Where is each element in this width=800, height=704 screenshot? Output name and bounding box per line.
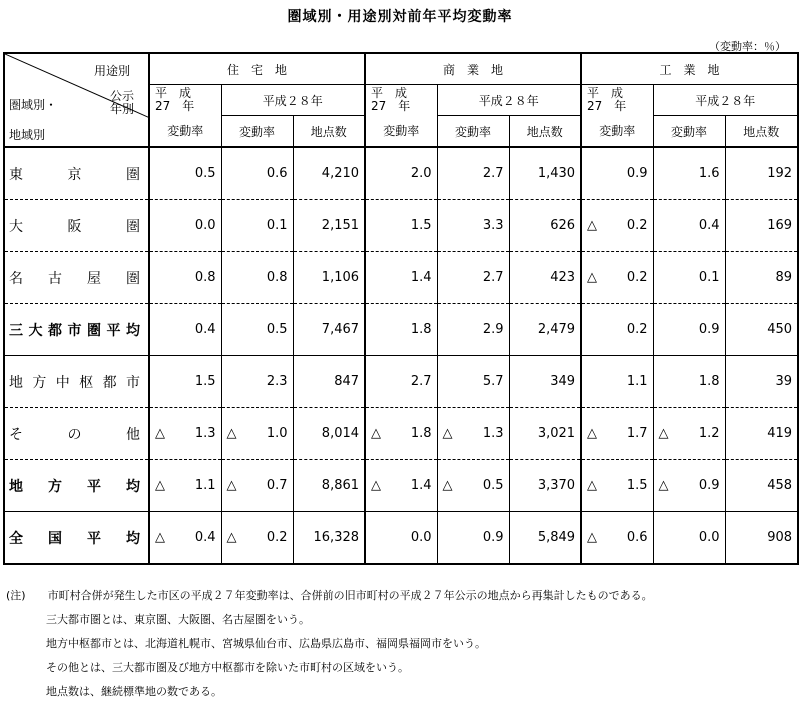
cell-i27 (581, 200, 653, 252)
decrease-mark: △ (226, 530, 237, 545)
table-row (4, 252, 798, 304)
cell-c27: 2.7 (365, 356, 437, 408)
row-name: 名 古 屋 圏 (4, 252, 149, 304)
area-label: 地域別 (9, 128, 46, 142)
row-name: そ の 他 (4, 408, 149, 460)
cell-value: 0.6 (626, 530, 648, 545)
cell-i28: 0.0 (653, 512, 725, 565)
cell-value: 1.8 (410, 426, 432, 441)
row-name: 三大都市圏平均 (4, 304, 149, 356)
cell-c28 (437, 408, 509, 460)
res-points-header: 地点数 (293, 116, 365, 148)
ind-points-header: 地点数 (725, 116, 798, 148)
cell-cp: 3,021 (509, 408, 581, 460)
cell-i27 (581, 512, 653, 565)
table-row (4, 460, 798, 512)
com-h28-header: 平成２８年 (437, 85, 581, 116)
cell-i28: 0.9 (653, 304, 725, 356)
header-diagonal-cell (4, 53, 149, 147)
cell-value: 1.4 (410, 478, 432, 493)
cell-rp: 7,467 (293, 304, 365, 356)
res-h27-line2: 27 年 (155, 99, 195, 114)
cell-rp: 16,328 (293, 512, 365, 565)
decrease-mark: △ (155, 530, 165, 545)
page-title: 圏域別・用途別対前年平均変動率 (287, 9, 513, 25)
cell-r27: 1.5 (149, 356, 221, 408)
cell-r28 (221, 512, 293, 565)
com-h27-line1: 平 成 (371, 86, 408, 101)
decrease-mark: △ (587, 218, 598, 233)
cell-i27: 1.1 (581, 356, 653, 408)
cell-i28: 1.8 (653, 356, 725, 408)
cell-ip: 192 (725, 147, 798, 200)
note-2: 三大都市圏とは、東京圏、大阪圏、名古屋圏をいう。 (46, 613, 310, 626)
unit-label: （変動率：％） (709, 40, 786, 53)
cell-value: 0.4 (194, 530, 216, 545)
cell-value: 0.2 (626, 270, 648, 285)
cell-rp: 847 (293, 356, 365, 408)
decrease-mark: △ (155, 478, 165, 493)
cell-i28: 1.6 (653, 147, 725, 200)
cell-cp: 626 (509, 200, 581, 252)
commercial-header: 商 業 地 (365, 53, 581, 85)
cell-i27 (581, 408, 653, 460)
cell-i28 (653, 460, 725, 512)
cell-i28 (653, 408, 725, 460)
note-1 (6, 584, 653, 608)
com-h27-line2: 27 年 (371, 99, 411, 114)
cell-cp: 2,479 (509, 304, 581, 356)
cell-r27 (149, 460, 221, 512)
com-h28-rate-header: 変動率 (437, 116, 509, 148)
cell-rp: 4,210 (293, 147, 365, 200)
decrease-mark: △ (658, 478, 669, 493)
res-h27-line1: 平 成 (155, 86, 192, 101)
cell-c27: 1.5 (365, 200, 437, 252)
cell-r28 (221, 408, 293, 460)
cell-i27 (581, 460, 653, 512)
decrease-mark: △ (587, 270, 598, 285)
cell-cp: 349 (509, 356, 581, 408)
cell-rp: 8,861 (293, 460, 365, 512)
ind-h28-header: 平成２８年 (653, 85, 798, 116)
cell-ip: 908 (725, 512, 798, 565)
cell-value: 0.7 (266, 478, 288, 493)
cell-c28: 3.3 (437, 200, 509, 252)
cell-c27 (365, 408, 437, 460)
note-5: 地点数は、継続標準地の数である。 (46, 685, 222, 698)
cell-value: 1.3 (194, 426, 216, 441)
cell-c28: 0.9 (437, 512, 509, 565)
cell-r28 (221, 460, 293, 512)
decrease-mark: △ (587, 478, 598, 493)
cell-cp: 1,430 (509, 147, 581, 200)
table-row (4, 304, 798, 356)
cell-value: 1.7 (626, 426, 648, 441)
industrial-header: 工 業 地 (581, 53, 798, 85)
decrease-mark: △ (587, 426, 598, 441)
row-name: 全 国 平 均 (4, 512, 149, 565)
table-row (4, 200, 798, 252)
cell-ip: 39 (725, 356, 798, 408)
ind-h27-rate-header: 変動率 (581, 116, 653, 148)
cell-ip: 89 (725, 252, 798, 304)
res-h28-rate-header: 変動率 (221, 116, 293, 148)
decrease-mark: △ (155, 426, 165, 441)
table-row (4, 147, 798, 200)
cell-value: 1.2 (698, 426, 720, 441)
decrease-mark: △ (226, 478, 237, 493)
cell-cp: 423 (509, 252, 581, 304)
cell-value: 1.5 (626, 478, 648, 493)
cell-i27: 0.9 (581, 147, 653, 200)
cell-rp: 1,106 (293, 252, 365, 304)
cell-r27: 0.4 (149, 304, 221, 356)
decrease-mark: △ (226, 426, 237, 441)
price-change-table (3, 52, 799, 565)
use-label: 用途別 (93, 64, 130, 78)
cell-r27 (149, 408, 221, 460)
table-row (4, 356, 798, 408)
cell-r27: 0.8 (149, 252, 221, 304)
year-label (110, 90, 134, 116)
cell-value: 0.2 (626, 218, 648, 233)
com-h27-header (365, 85, 437, 116)
cell-ip: 458 (725, 460, 798, 512)
cell-r27 (149, 512, 221, 565)
cell-c27: 2.0 (365, 147, 437, 200)
decrease-mark: △ (658, 426, 669, 441)
cell-cp: 3,370 (509, 460, 581, 512)
cell-c27: 1.4 (365, 252, 437, 304)
cell-c28: 2.7 (437, 147, 509, 200)
notes (6, 584, 653, 704)
note-prefix: (注) (6, 589, 26, 602)
cell-c28 (437, 460, 509, 512)
cell-c28: 2.9 (437, 304, 509, 356)
cell-rp: 8,014 (293, 408, 365, 460)
cell-r28: 0.5 (221, 304, 293, 356)
cell-i28: 0.1 (653, 252, 725, 304)
ind-h28-rate-header: 変動率 (653, 116, 725, 148)
table-body (4, 147, 798, 564)
cell-c28: 2.7 (437, 252, 509, 304)
note-3: 地方中枢都市とは、北海道札幌市、宮城県仙台市、広島県広島市、福岡県福岡市をいう。 (46, 637, 486, 650)
cell-r28: 0.8 (221, 252, 293, 304)
res-h28-header: 平成２８年 (221, 85, 365, 116)
year-label-line2: 年別 (109, 102, 134, 116)
table-row (4, 512, 798, 565)
ind-h27-line1: 平 成 (587, 86, 624, 101)
cell-r27: 0.0 (149, 200, 221, 252)
decrease-mark: △ (371, 426, 382, 441)
cell-c27: 1.8 (365, 304, 437, 356)
note-1-text: 市町村合併が発生した市区の平成２７年変動率は、合併前の旧市町村の平成２７年公示の地点から再集計したものである。 (47, 589, 653, 602)
cell-ip: 419 (725, 408, 798, 460)
cell-r28: 0.1 (221, 200, 293, 252)
cell-r27: 0.5 (149, 147, 221, 200)
row-name: 地 方 平 均 (4, 460, 149, 512)
cell-value: 0.5 (482, 478, 504, 493)
cell-i28: 0.4 (653, 200, 725, 252)
cell-value: 0.2 (266, 530, 288, 545)
row-name: 東 京 圏 (4, 147, 149, 200)
com-h27-rate-header: 変動率 (365, 116, 437, 148)
cell-ip: 169 (725, 200, 798, 252)
decrease-mark: △ (442, 426, 453, 441)
res-h27-header (149, 85, 221, 116)
cell-ip: 450 (725, 304, 798, 356)
cell-c27 (365, 460, 437, 512)
row-name: 大 阪 圏 (4, 200, 149, 252)
cell-i27: 0.2 (581, 304, 653, 356)
ind-h27-line2: 27 年 (587, 99, 627, 114)
decrease-mark: △ (371, 478, 382, 493)
cell-r28: 2.3 (221, 356, 293, 408)
cell-value: 1.1 (194, 478, 216, 493)
cell-c27: 0.0 (365, 512, 437, 565)
cell-value: 1.0 (266, 426, 288, 441)
decrease-mark: △ (587, 530, 598, 545)
cell-c28: 5.7 (437, 356, 509, 408)
cell-value: 1.3 (482, 426, 504, 441)
res-h27-rate-header: 変動率 (149, 116, 221, 148)
note-4: その他とは、三大都市圏及び地方中枢都市を除いた市町村の区域をいう。 (46, 661, 409, 674)
cell-rp: 2,151 (293, 200, 365, 252)
residential-header: 住 宅 地 (149, 53, 365, 85)
region-label: 圏域別・ (9, 98, 58, 112)
year-label-line1: 公示 (109, 89, 134, 103)
com-points-header: 地点数 (509, 116, 581, 148)
decrease-mark: △ (442, 478, 453, 493)
cell-cp: 5,849 (509, 512, 581, 565)
cell-value: 0.9 (698, 478, 720, 493)
ind-h27-header (581, 85, 653, 116)
table-row (4, 408, 798, 460)
cell-r28: 0.6 (221, 147, 293, 200)
row-name: 地方中枢都市 (4, 356, 149, 408)
cell-i27 (581, 252, 653, 304)
